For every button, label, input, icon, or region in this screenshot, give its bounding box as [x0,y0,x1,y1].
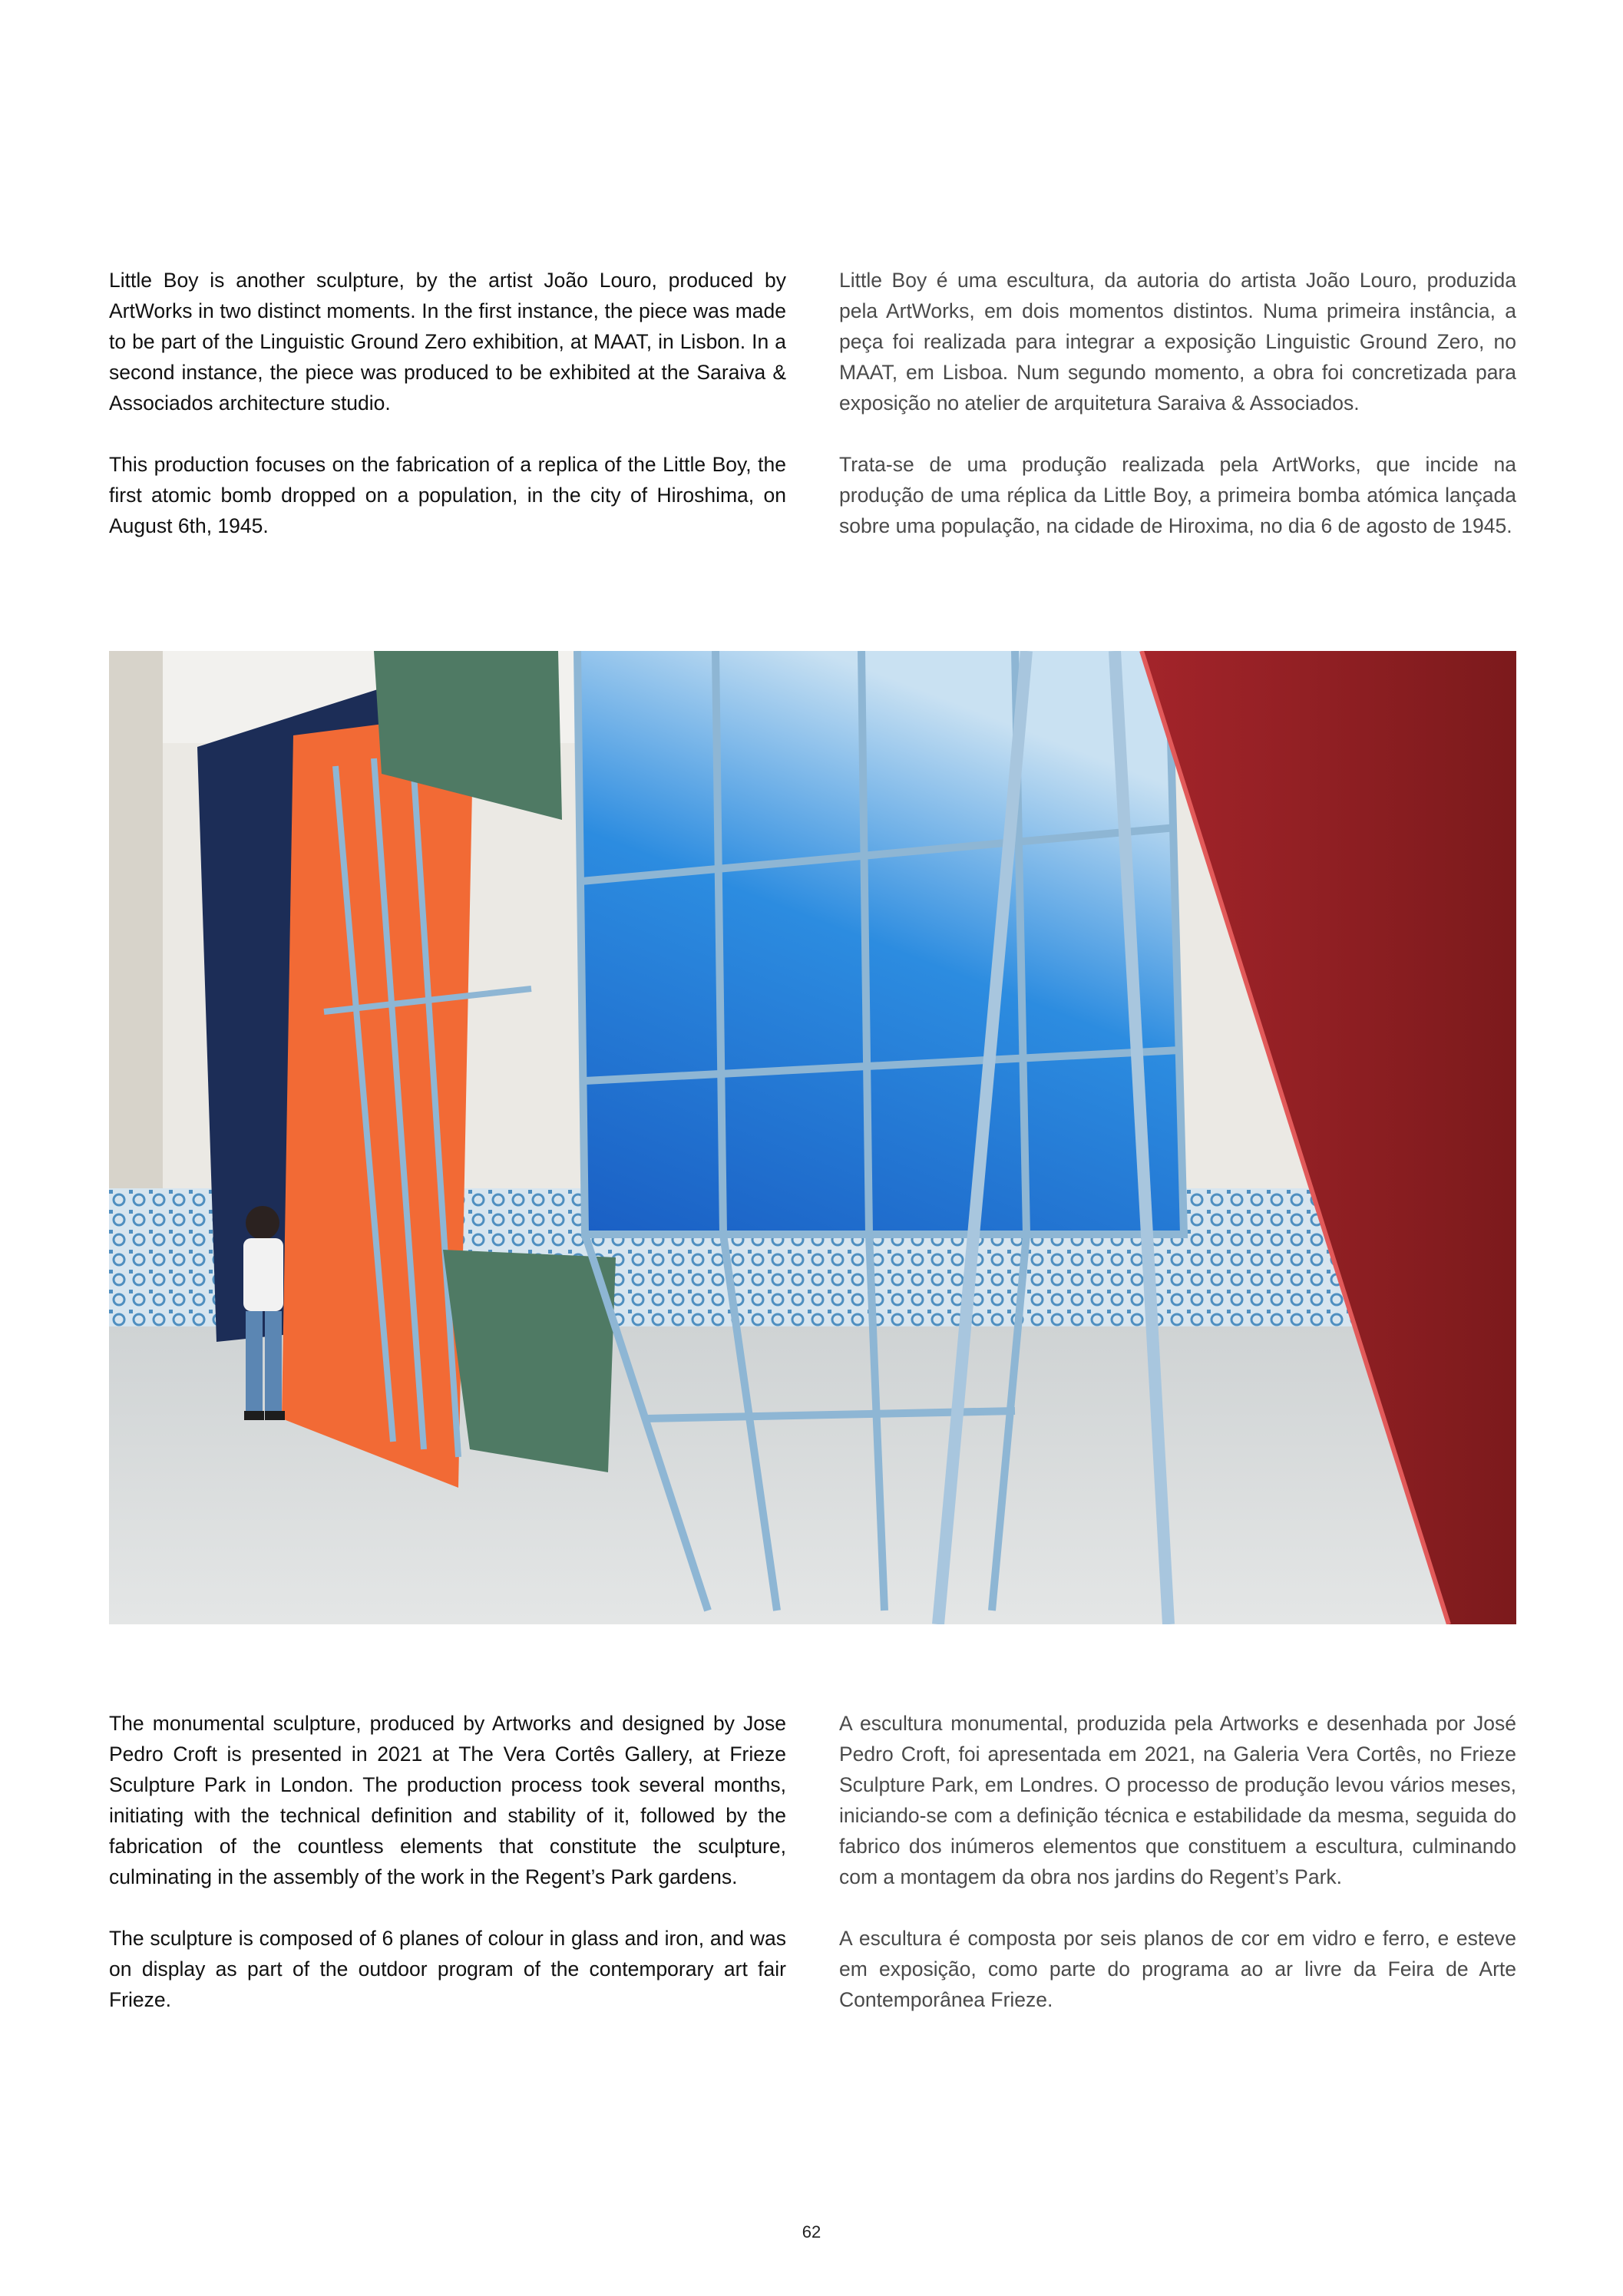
paragraph: Little Boy é uma escultura, da autoria do artista João Louro, produzida pela ArtWorks, em dois momentos distintos. Numa primeira instância, a peça foi realizada para integrar a exposição Linguistic Ground Zero, no MAAT, em Lisboa. Num segundo momento, a obra foi concretizada para exposição no atelier de arquitetura Saraiva & Associados. [839,269,1516,415]
paragraph: A escultura monumental, produzida pela Artworks e desenhada por José Pedro Croft, foi apresentada em 2021, na Galeria Vera Cortês, no Frieze Sculpture Park, em Londres. O processo de produção levou vários meses, iniciando-se com a definição técnica e estabilidade da mesma, seguida do fabrico dos inúmeros elementos que constituem a escultura, culminando com a montagem da obra nos jardins do Regent’s Park. [839,1712,1516,1888]
blue-glass-panel [577,651,1184,1234]
intro-text-english [109,265,786,541]
project-text-portuguese [839,1708,1516,2015]
paragraph: Trata-se de uma produção realizada pela ArtWorks, que incide na produção de uma réplica da Little Boy, a primeira bomba atómica lançada sobre uma população, na cidade de Hiroxima, no dia 6 de agosto de 1945. [839,453,1516,537]
paragraph: The sculpture is composed of 6 planes of colour in glass and iron, and was on display as part of the outdoor program of the contemporary art fair Frieze. [109,1927,786,2011]
page-number: 62 [802,2222,821,2241]
column [109,651,163,1234]
paragraph: A escultura é composta por seis planos de cor em vidro e ferro, e esteve em exposição, como parte do programa ao ar livre da Feira de Arte Contemporânea Frieze. [839,1927,1516,2011]
paragraph: The monumental sculpture, produced by Artworks and designed by Jose Pedro Croft is presented in 2021 at The Vera Cortês Gallery, at Frieze Sculpture Park in London. The production process took several months, initiating with the technical definition and stability of it, followed by the fabrication of the countless elements that constitute the sculpture, culminating in the assembly of the work in the Regent’s Park gardens. [109,1712,786,1888]
paragraph: Little Boy is another sculpture, by the artist João Louro, produced by ArtWorks in two distinct moments. In the first instance, the piece was made to be part of the Linguistic Ground Zero exhibition, at MAAT, in Lisbon. In a second instance, the piece was produced to be exhibited at the Saraiva & Associados architecture studio. [109,269,786,415]
paragraph: This production focuses on the fabrication of a replica of the Little Boy, the first atomic bomb dropped on a population, in the city of Hiroshima, on August 6th, 1945. [109,453,786,537]
sculpture-photo [109,651,1516,1624]
intro-text-portuguese [839,265,1516,541]
green-panel-bottom [443,1250,616,1472]
sculpture-illustration [109,651,1516,1624]
project-text-english [109,1708,786,2015]
